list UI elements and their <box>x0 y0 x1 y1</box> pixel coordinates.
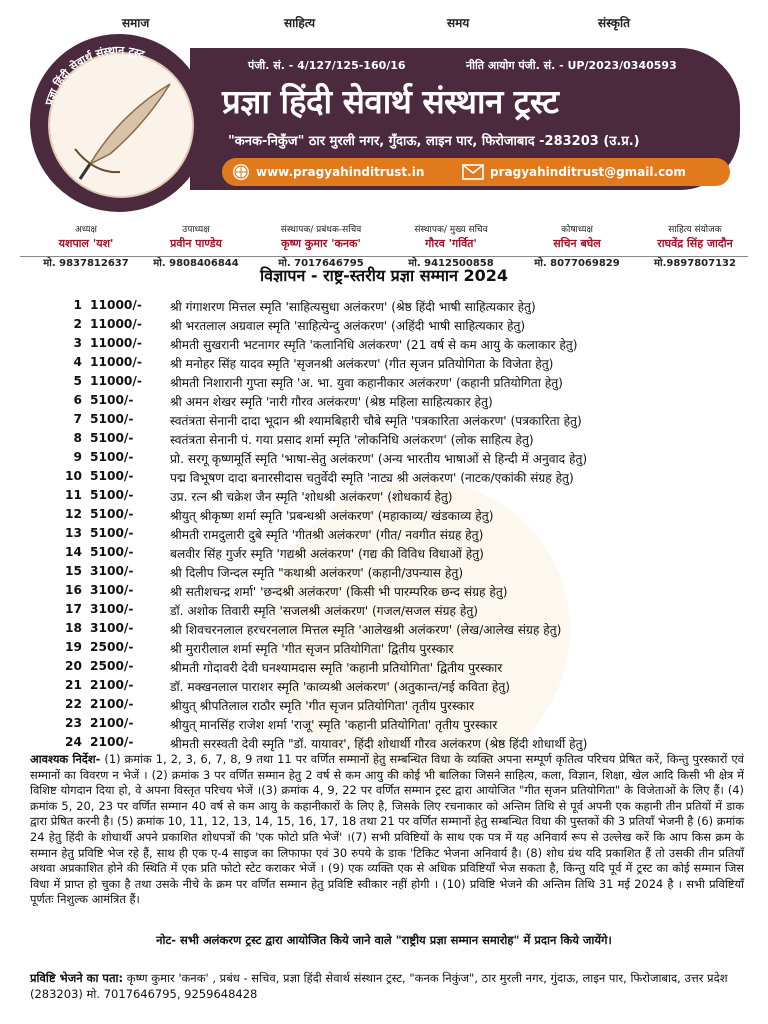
award-amount: 5100/- <box>90 488 134 502</box>
officer-name: राघवेंद्र सिंह जादौन <box>657 237 733 250</box>
award-number: 18 <box>65 621 82 635</box>
category-samay: समय <box>447 16 470 30</box>
award-row <box>30 336 750 355</box>
award-description: श्री दिलीप जिन्दल स्मृति "कथाश्री अलंकरण' (कहानी/उपन्यास हेतु) <box>170 566 464 580</box>
award-description: श्रीमती गोदावरी देवी घनश्यामदास स्मृति 'कहानी प्रतियोगिता' द्वितीय पुरस्कार <box>170 661 503 675</box>
award-number: 11 <box>65 488 82 502</box>
officer-role: कोषाध्यक्ष <box>561 225 593 235</box>
award-number: 8 <box>73 431 82 445</box>
award-description: श्री मनोहर सिंह यादव स्मृति 'सृजनश्री अलंकरण' (गीत सृजन प्रतियोगिता के विजेता हेतु) <box>170 357 554 371</box>
award-description: श्रीमती निशारानी गुप्ता स्मृति 'अ. भा. युवा कहानीकार अलंकरण' (कहानी प्रतियोगिता हेतु) <box>170 376 563 390</box>
award-row <box>30 564 750 583</box>
officer-phone: मो.9897807132 <box>654 258 736 269</box>
award-description: पद्म विभूषण दादा बनारसीदास चतुर्वेदी स्मृति 'नाट्य श्री अलंकरण' (नाटक/एकांकी संग्रह हेतु) <box>170 471 574 485</box>
award-row <box>30 469 750 488</box>
award-row <box>30 602 750 621</box>
award-number: 22 <box>65 697 82 711</box>
officer-name: सचिन बघेल <box>553 237 601 250</box>
award-amount: 11000/- <box>90 336 142 350</box>
submission-label: प्रविष्टि भेजने का पता: <box>30 971 124 985</box>
award-description: श्री शिवचरनलाल हरचरनलाल मित्तल स्मृति 'आलेखश्री अलंकरण' (लेख/आलेख संग्रह हेतु) <box>170 623 562 637</box>
award-number: 19 <box>65 640 82 654</box>
officer-vice-president <box>131 222 261 269</box>
award-number: 20 <box>65 659 82 673</box>
award-row <box>30 640 750 659</box>
award-description: स्वतंत्रता सेनानी पं. गया प्रसाद शर्मा स्मृति 'लोकनिधि अलंकरण' (लोक साहित्य हेतु) <box>170 433 534 447</box>
award-row <box>30 450 750 469</box>
top-category-nav <box>0 14 768 34</box>
officer-phone: मो. 9412500858 <box>408 258 494 269</box>
award-amount: 2100/- <box>90 697 134 711</box>
instructions-label: आवश्यक निर्देश- <box>30 752 101 766</box>
award-row <box>30 488 750 507</box>
award-amount: 3100/- <box>90 602 134 616</box>
award-amount: 5100/- <box>90 545 134 559</box>
award-amount: 2100/- <box>90 716 134 730</box>
award-description: बलवीर सिंह गुर्जर स्मृति 'गद्यश्री अलंकरण' (गद्य की विविध विधाओं हेतु) <box>170 547 484 561</box>
award-amount: 2100/- <box>90 735 134 749</box>
award-number: 6 <box>73 393 82 407</box>
award-row <box>30 583 750 602</box>
award-number: 12 <box>65 507 82 521</box>
award-amount: 5100/- <box>90 469 134 483</box>
award-number: 2 <box>73 317 82 331</box>
award-number: 15 <box>65 564 82 578</box>
category-sanskriti: संस्कृति <box>598 16 630 30</box>
registration-number: पंजी. सं. - 4/127/125-160/16 <box>248 59 406 72</box>
award-description: श्रीयुत् मानसिंह राजेश शर्मा 'राजू' स्मृति 'कहानी प्रतियोगिता' तृतीय पुरस्कार <box>170 718 498 732</box>
officer-phone: मो. 9808406844 <box>153 258 239 269</box>
officer-literary-coordinator <box>630 222 760 269</box>
officer-role: संस्थापक/ प्रबंधक-सचिव <box>280 225 362 235</box>
award-number: 14 <box>65 545 82 559</box>
officer-name: यशपाल 'यश' <box>58 237 114 250</box>
award-row <box>30 393 750 412</box>
award-row <box>30 431 750 450</box>
award-number: 7 <box>73 412 82 426</box>
award-row <box>30 545 750 564</box>
award-description: प्रो. सरगू कृष्णमूर्ति स्मृति 'भाषा-सेतु अलंकरण' (अन्य भारतीय भाषाओं से हिन्दी में अनुवाद हेतु) <box>170 452 588 466</box>
award-description: डॉ. मक्खनलाल पाराशर स्मृति 'काव्यश्री अलंकरण' (अतुकान्त/नई कविता हेतु) <box>170 680 511 694</box>
award-description: श्रीमती रामदुलारी दुबे स्मृति 'गीतश्री अलंकरण' (गीत/ नवगीत संग्रह हेतु) <box>170 528 484 542</box>
officers-row <box>0 222 768 268</box>
award-amount: 2500/- <box>90 640 134 654</box>
instructions-text: (1) क्रमांक 1, 2, 3, 6, 7, 8, 9 तथा 11 पर वर्णित सम्मानों हेतु सम्बन्धित विधा के व्यक्ति अपना सम्पूर्ण कृतित्व परिचय प्रेषित करें, किन्तु पुरस्कारों एवं सम्मानों का विवरण न भेजें । (2) क्रमांक 3 पर वर्णित सम्मान हेतु 2 वर्ष से कम आयु की कोई भी बालिका जिसने साहित्य, कला, विज्ञान, शिक्षा, खेल आदि किसी भी क्षेत्र में विशिष्ट योगदान दिया हो, वे अपना विस्तृत परिचय भेजें ।(3) क्रमांक 4, 9, 22 पर वर्णित सम्मान ट्रस्ट द्वारा आयोजित "गीत सृजन प्रतियोगिता" के विजेताओं के लिए हैं। (4) क्रमांक 5, 20, 23 पर वर्णित सम्मान 40 वर्ष से कम आयु के कहानीकारों के लिए है, जिसके लिए रचनाकार को अन्तिम तिथि से पूर्व अपनी एक कहानी तीन प्रतियों में डाक द्वारा प्रेषित करनी है। (5) क्रमांक 10, 11, 12, 13, 14, 15, 16, 17, 18 तथा 21 पर वर्णित सम्मानों हेतु सम्बन्धित विधा की पुस्तकों की 3 प्रतियाँ भेजनी है (6) क्रमांक 24 हेतु हिंदी के शोधार्थी अपने प्रकाशित शोधपत्रों की 'एक फोटो प्रति भेजें' ।(7) सभी प्रविष्टियों के साथ एक पत्र में यह अनिवार्य रूप से उल्लेख करें कि आप किस क्रम के सम्मान हेतु प्रविष्टि भेज रहे हैं, साथ ही एक ए-4 साइज का लिफाफा एवं 30 रुपये के डाक 'टिकिट भेजना अनिवार्य है। (8) शोध ग्रंथ यदि प्रकाशित हैं तो उसकी तीन प्रतियाँ अथवा अप्रकाशित होने की स्थिति में एक प्रति फोटो स्टेट कराकर भेजें । (9) एक व्यक्ति एक से अधिक प्रविष्टियाँ भेज सकता है, किन्तु यदि पूर्व में ट्रस्ट का कोई सम्मान जिस विधा में प्राप्त हो चुका है तथा उसके नीचे के क्रम पर वर्णित सम्मान हेतु प्रविष्टि स्वीकार नहीं होगी । (10) प्रविष्टि भेजने की अन्तिम तिथि 31 मई 2024 है । सभी प्रविष्टियाँ पूर्णतः निशुल्क आमंत्रित हैं। <box>30 752 745 907</box>
category-sahitya: साहित्य <box>284 16 316 30</box>
award-row <box>30 317 750 336</box>
award-amount: 5100/- <box>90 412 134 426</box>
award-number: 9 <box>73 450 82 464</box>
submission-address <box>30 970 744 1002</box>
award-amount: 11000/- <box>90 298 142 312</box>
award-number: 21 <box>65 678 82 692</box>
award-description: उप्र. रत्न श्री चक्रेश जैन स्मृति 'शोधश्री अलंकरण' (शोधकार्य हेतु) <box>170 490 453 504</box>
award-description: श्री मुरारीलाल शर्मा स्मृति 'गीत सृजन प्रतियोगिता' द्वितीय पुरस्कार <box>170 642 454 656</box>
officer-phone: मो. 8077069829 <box>534 258 620 269</box>
trust-address: "कनक-निकुँज" ठार मुरली नगर, गुँदाऊ, लाइन पार, फिरोजाबाद -283203 (उ.प्र.) <box>228 134 640 149</box>
award-description: श्री भरतलाल अग्रवाल स्मृति 'साहित्येन्दु अलंकरण' (अहिंदी भाषी साहित्यकार हेतु) <box>170 319 526 333</box>
officer-phone: मो. 9837812637 <box>43 258 129 269</box>
trust-logo <box>30 34 208 212</box>
instructions-block <box>30 752 744 908</box>
award-amount: 5100/- <box>90 526 134 540</box>
ceremony-note: नोट- सभी अलंकरण ट्रस्ट द्वारा आयोजित किये जाने वाले "राष्ट्रीय प्रज्ञा सम्मान समारोह" में प्रदान किये जायेंगे। <box>156 933 612 947</box>
award-number: 16 <box>65 583 82 597</box>
award-amount: 11000/- <box>90 355 142 369</box>
award-row <box>30 298 750 317</box>
award-description: स्वतंत्रता सेनानी दादा भूदान श्री श्यामबिहारी चौबे स्मृति 'पत्रकारिता अलंकरण' (पत्रकारिता हेतु) <box>170 414 582 428</box>
award-row <box>30 678 750 697</box>
header-divider <box>20 256 748 257</box>
award-number: 23 <box>65 716 82 730</box>
logo-ring-text <box>30 34 208 212</box>
award-number: 1 <box>73 298 82 312</box>
award-description: श्रीमती सरस्वती देवी स्मृति "डॉ. यायावर', हिंदी शोधार्थी गौरव अलंकरण (श्रेष्ठ हिंदी शोधार्थी हेतु) <box>170 737 588 751</box>
email-link[interactable]: pragyahinditrust@gmail.com <box>490 165 686 179</box>
mail-icon <box>462 163 484 181</box>
officer-role: संस्थापक/ मुख्य सचिव <box>414 225 488 235</box>
award-amount: 2100/- <box>90 678 134 692</box>
officer-manager-secretary <box>256 222 386 269</box>
award-amount: 5100/- <box>90 393 134 407</box>
award-number: 24 <box>65 735 82 749</box>
award-number: 17 <box>65 602 82 616</box>
award-row <box>30 697 750 716</box>
award-description: श्रीयुत् श्रीपतिलाल राठौर स्मृति 'गीत सृजन प्रतियोगिता' तृतीय पुरस्कार <box>170 699 475 713</box>
trust-title: प्रज्ञा हिंदी सेवार्थ संस्थान ट्रस्ट <box>222 82 559 121</box>
award-amount: 5100/- <box>90 431 134 445</box>
category-samaj: समाज <box>122 16 150 30</box>
award-amount: 2500/- <box>90 659 134 673</box>
svg-text:प्रज्ञा हिंदी सेवार्थ संस्थान: प्रज्ञा हिंदी सेवार्थ संस्थान ट्रस्ट <box>42 43 146 107</box>
officer-treasurer <box>512 222 642 269</box>
award-description: डॉ. अशोक तिवारी स्मृति 'सजलश्री अलंकरण' (गजल/सजल संग्रह हेतु) <box>170 604 479 618</box>
award-amount: 3100/- <box>90 621 134 635</box>
website-link[interactable]: www.pragyahinditrust.in <box>256 165 425 179</box>
officer-name: गौरव 'गर्वित' <box>425 237 477 250</box>
award-description: श्रीमती सुखरानी भटनागर स्मृति 'कलानिधि अलंकरण' (21 वर्ष से कम आयु के कलाकार हेतु) <box>170 338 578 352</box>
award-row <box>30 526 750 545</box>
award-row <box>30 507 750 526</box>
award-amount: 11000/- <box>90 374 142 388</box>
award-description: श्री अमन शेखर स्मृति 'नारी गौरव अलंकरण' (श्रेष्ठ महिला साहित्यकार हेतु) <box>170 395 493 409</box>
award-number: 13 <box>65 526 82 540</box>
award-row <box>30 659 750 678</box>
award-amount: 5100/- <box>90 450 134 464</box>
officer-name: कृष्ण कुमार 'कनक' <box>281 237 361 250</box>
award-amount: 3100/- <box>90 564 134 578</box>
globe-icon <box>232 163 250 181</box>
officer-chief-secretary <box>386 222 516 269</box>
officer-name: प्रवीन पाण्डेय <box>170 237 222 250</box>
award-description: श्री गंगाशरण मित्तल स्मृति 'साहित्यसुधा अलंकरण' (श्रेष्ठ हिंदी भाषी साहित्यकार हेतु) <box>170 300 536 314</box>
advertisement-heading: विज्ञापन - राष्ट्र-स्तरीय प्रज्ञा सम्मान 2024 <box>259 266 509 285</box>
officer-role: अध्यक्ष <box>75 225 97 235</box>
award-amount: 11000/- <box>90 317 142 331</box>
niti-aayog-registration: नीति आयोग पंजी. सं. - UP/2023/0340593 <box>466 59 677 72</box>
award-row <box>30 412 750 431</box>
award-row <box>30 716 750 735</box>
award-number: 3 <box>73 336 82 350</box>
award-amount: 5100/- <box>90 507 134 521</box>
officer-phone: मो. 7017646795 <box>278 258 364 269</box>
submission-text: कृष्ण कुमार 'कनक' , प्रबंध - सचिव, प्रज्ञा हिंदी सेवार्थ संस्थान ट्रस्ट, "कनक निकुंज", ठार मुरली नगर, गुंदाऊ, लाइन पार, फिरोजाबाद, उत्तर प्रदेश (283203) मो. 7017646795, 9259648428 <box>30 971 728 1001</box>
award-amount: 3100/- <box>90 583 134 597</box>
award-description: श्रीयुत् श्रीकृष्ण शर्मा स्मृति 'प्रबन्धश्री अलंकरण' (महाकाव्य/ खंडकाव्य हेतु) <box>170 509 494 523</box>
award-number: 5 <box>73 374 82 388</box>
award-row <box>30 355 750 374</box>
award-row <box>30 621 750 640</box>
officer-role: साहित्य संयोजक <box>668 225 722 235</box>
award-number: 10 <box>65 469 82 483</box>
award-number: 4 <box>73 355 82 369</box>
award-description: श्री सतीशचन्द्र शर्मा' 'छन्दश्री अलंकरण' (किसी भी पारम्परिक छन्द संग्रह हेतु) <box>170 585 508 599</box>
award-row <box>30 374 750 393</box>
officer-role: उपाध्यक्ष <box>182 225 210 235</box>
